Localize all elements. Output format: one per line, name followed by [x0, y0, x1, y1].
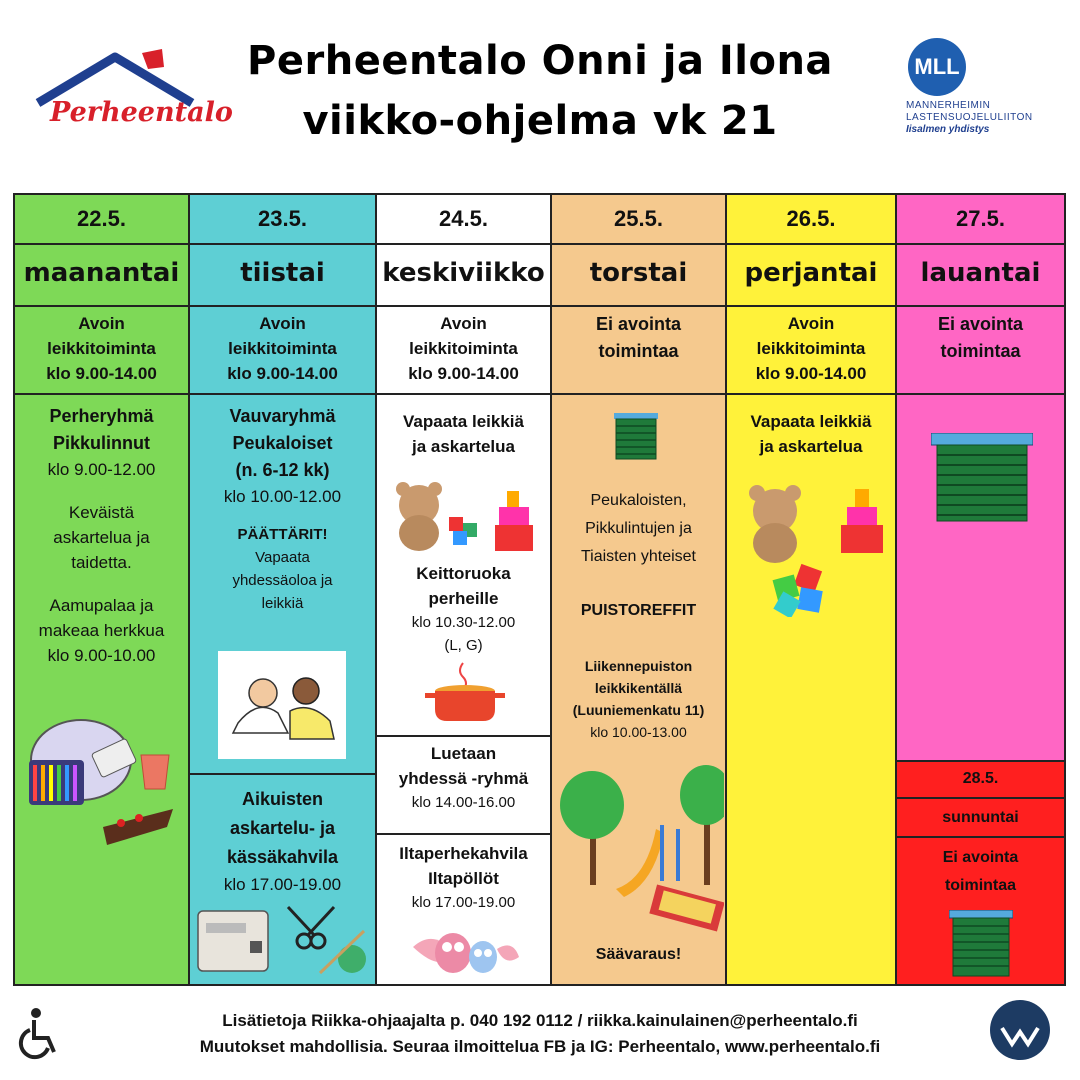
- text: Vauvaryhmä: [229, 406, 336, 426]
- text: klo 17.00-19.00: [411, 894, 516, 911]
- column-saturday: [897, 195, 1064, 984]
- mll-line3: Iisalmen yhdistys: [906, 124, 990, 135]
- text: (Luuniemenkatu 11): [572, 702, 705, 718]
- text: klo 9.00-14.00: [408, 364, 519, 383]
- friday-play-block: [727, 409, 895, 459]
- tuesday-group-block: [190, 403, 375, 615]
- thursday-event: PUISTOREFFIT: [580, 602, 697, 619]
- text: klo 9.00-14.00: [46, 364, 157, 383]
- text: klo 10.30-12.00: [411, 614, 516, 631]
- divider: [377, 393, 550, 395]
- divider: [552, 393, 725, 395]
- date-wednesday: 24.5.: [377, 195, 550, 245]
- teddy-and-blocks-icon: [387, 477, 545, 555]
- text: toimintaa: [598, 341, 679, 361]
- text: Liikennepuiston: [584, 658, 693, 674]
- divider: [190, 773, 375, 775]
- text: klo 10.00-12.00: [223, 487, 342, 506]
- day-sunday: sunnuntai: [942, 809, 1019, 826]
- page-title-line2: viikko-ohjelma vk 21: [302, 98, 778, 144]
- divider: [897, 393, 1064, 395]
- thursday-weather-note: Säävaraus!: [595, 946, 682, 963]
- text: Avoin: [259, 314, 306, 333]
- text: Pikkulintujen ja: [585, 520, 692, 537]
- text: Keittoruoka: [416, 564, 511, 583]
- footer-note: Muutokset mahdollisia. Seuraa ilmoittelua FB ja IG: Perheentalo, www.perheentalo.fi: [199, 1037, 881, 1056]
- teddy-blocks-puzzle-icon: [735, 477, 891, 617]
- divider: [727, 393, 895, 395]
- sunday-section: [897, 760, 1064, 984]
- text: Vapaata leikkiä: [750, 412, 872, 431]
- art-supplies-icon: [21, 715, 181, 845]
- closed-shutter-icon: [931, 433, 1033, 523]
- wednesday-play-block: [377, 409, 550, 459]
- column-thursday: [552, 195, 727, 984]
- text: Avoin: [440, 314, 487, 333]
- owls-icon: [413, 925, 519, 977]
- text: toimintaa: [944, 877, 1017, 894]
- date-friday: 26.5.: [727, 195, 895, 245]
- house-roof-icon: [30, 45, 200, 145]
- thursday-place-block: [552, 655, 725, 743]
- tuesday-open-block: [190, 311, 375, 386]
- divider: [897, 797, 1064, 799]
- divider: [377, 735, 550, 737]
- text: klo 14.00-16.00: [411, 794, 516, 811]
- column-wednesday: [377, 195, 552, 984]
- soup-pot-icon: [425, 659, 505, 725]
- text: Avoin: [78, 314, 125, 333]
- text: klo 9.00-14.00: [755, 364, 867, 383]
- text: leikkitoiminta: [228, 339, 337, 358]
- text: Pikkulinnut: [52, 433, 150, 453]
- day-saturday: lauantai: [897, 243, 1064, 307]
- sewing-machine-icon: [196, 901, 372, 981]
- text: Peukaloiset: [232, 433, 333, 453]
- text: Vapaata: [255, 549, 310, 566]
- text: yhdessäoloa ja: [232, 572, 333, 589]
- friday-open-block: [727, 311, 895, 386]
- text: Vapaata leikkiä: [403, 412, 524, 431]
- monday-group-block: [15, 403, 188, 668]
- divider: [190, 393, 375, 395]
- tuesday-evening-block: [190, 785, 375, 897]
- page-title-line1: Perheentalo Onni ja Ilona: [247, 38, 833, 84]
- text: perheille: [428, 589, 499, 608]
- wednesday-open-block: [377, 311, 550, 386]
- babies-playing-icon: [218, 651, 346, 759]
- footer-contact: Lisätietoja Riikka-ohjaajalta p. 040 192 0112 / riikka.kainulainen@perheentalo.fi: [222, 1011, 858, 1030]
- text: yhdessä -ryhmä: [398, 769, 529, 788]
- wednesday-evening-block: [377, 841, 550, 914]
- text: (n. 6-12 kk): [235, 460, 330, 480]
- playground-icon: [556, 765, 724, 935]
- text: askartelua ja: [53, 528, 150, 547]
- perheentalo-logo: [30, 45, 233, 145]
- day-friday: perjantai: [727, 243, 895, 307]
- mll-logo: [900, 38, 1060, 148]
- date-monday: 22.5.: [15, 195, 188, 245]
- day-monday: maanantai: [15, 243, 188, 307]
- day-thursday: torstai: [552, 243, 725, 307]
- date-sunday: 28.5.: [962, 770, 999, 787]
- text: Perheryhmä: [49, 406, 154, 426]
- text: Iltapöllöt: [428, 869, 499, 888]
- divider: [15, 393, 188, 395]
- text: PÄÄTTÄRIT!: [237, 526, 328, 543]
- text: klo 10.00-13.00: [590, 724, 687, 740]
- text: Peukaloisten,: [590, 492, 687, 509]
- text: Keväistä: [68, 503, 135, 522]
- closed-shutter-icon: [614, 413, 658, 461]
- text: Avoin: [787, 314, 835, 333]
- text: klo 9.00-12.00: [47, 460, 156, 479]
- divider: [897, 760, 1064, 762]
- day-wednesday: keskiviikko: [377, 243, 550, 307]
- text: klo 17.00-19.00: [223, 875, 342, 894]
- text: leikkitoiminta: [756, 339, 866, 358]
- text: leikkitoiminta: [47, 339, 156, 358]
- mll-line2: LASTENSUOJELULIITON: [906, 112, 1033, 123]
- mll-line1: MANNERHEIMIN: [906, 100, 991, 111]
- divider: [377, 833, 550, 835]
- text: askartelu- ja: [229, 818, 336, 838]
- thursday-closed-block: [552, 311, 725, 365]
- day-tuesday: tiistai: [190, 243, 375, 307]
- text: Luetaan: [430, 744, 497, 763]
- wheelchair-icon: [18, 1006, 68, 1062]
- wednesday-read-block: [377, 741, 550, 814]
- text: klo 9.00-14.00: [227, 364, 338, 383]
- logo-left-text: Perheentalo: [50, 97, 233, 128]
- saturday-closed-block: [897, 311, 1064, 365]
- text: taidetta.: [71, 553, 132, 572]
- date-thursday: 25.5.: [552, 195, 725, 245]
- column-tuesday: [190, 195, 377, 984]
- text: Tiaisten yhteiset: [580, 548, 696, 565]
- wednesday-food-block: [377, 561, 550, 657]
- sponsor-badge-icon: [988, 998, 1052, 1062]
- text: ja askartelua: [759, 437, 863, 456]
- monday-open-block: [15, 311, 188, 386]
- text: kässäkahvila: [226, 847, 339, 867]
- text: Ei avointa: [937, 314, 1024, 334]
- week-schedule: [13, 193, 1066, 986]
- text: Aamupalaa ja: [49, 596, 154, 615]
- text: leikkiä: [261, 595, 304, 612]
- thursday-joint-block: [552, 487, 725, 571]
- text: leikkikentällä: [594, 680, 683, 696]
- text: Ei avointa: [595, 314, 682, 334]
- text: leikkitoiminta: [409, 339, 518, 358]
- column-friday: [727, 195, 897, 984]
- date-tuesday: 23.5.: [190, 195, 375, 245]
- mll-badge: MLL: [908, 38, 966, 96]
- text: toimintaa: [940, 341, 1021, 361]
- column-monday: [15, 195, 190, 984]
- text: (L, G): [444, 637, 483, 654]
- text: Ei avointa: [942, 849, 1019, 866]
- date-saturday: 27.5.: [897, 195, 1064, 245]
- text: klo 9.00-10.00: [47, 646, 156, 665]
- text: Iltaperhekahvila: [399, 844, 528, 863]
- closed-shutter-icon: [949, 910, 1013, 978]
- text: Aikuisten: [241, 789, 324, 809]
- sunday-closed-block: [897, 844, 1064, 900]
- divider: [897, 836, 1064, 838]
- text: ja askartelua: [411, 437, 515, 456]
- text: makeaa herkkua: [38, 621, 165, 640]
